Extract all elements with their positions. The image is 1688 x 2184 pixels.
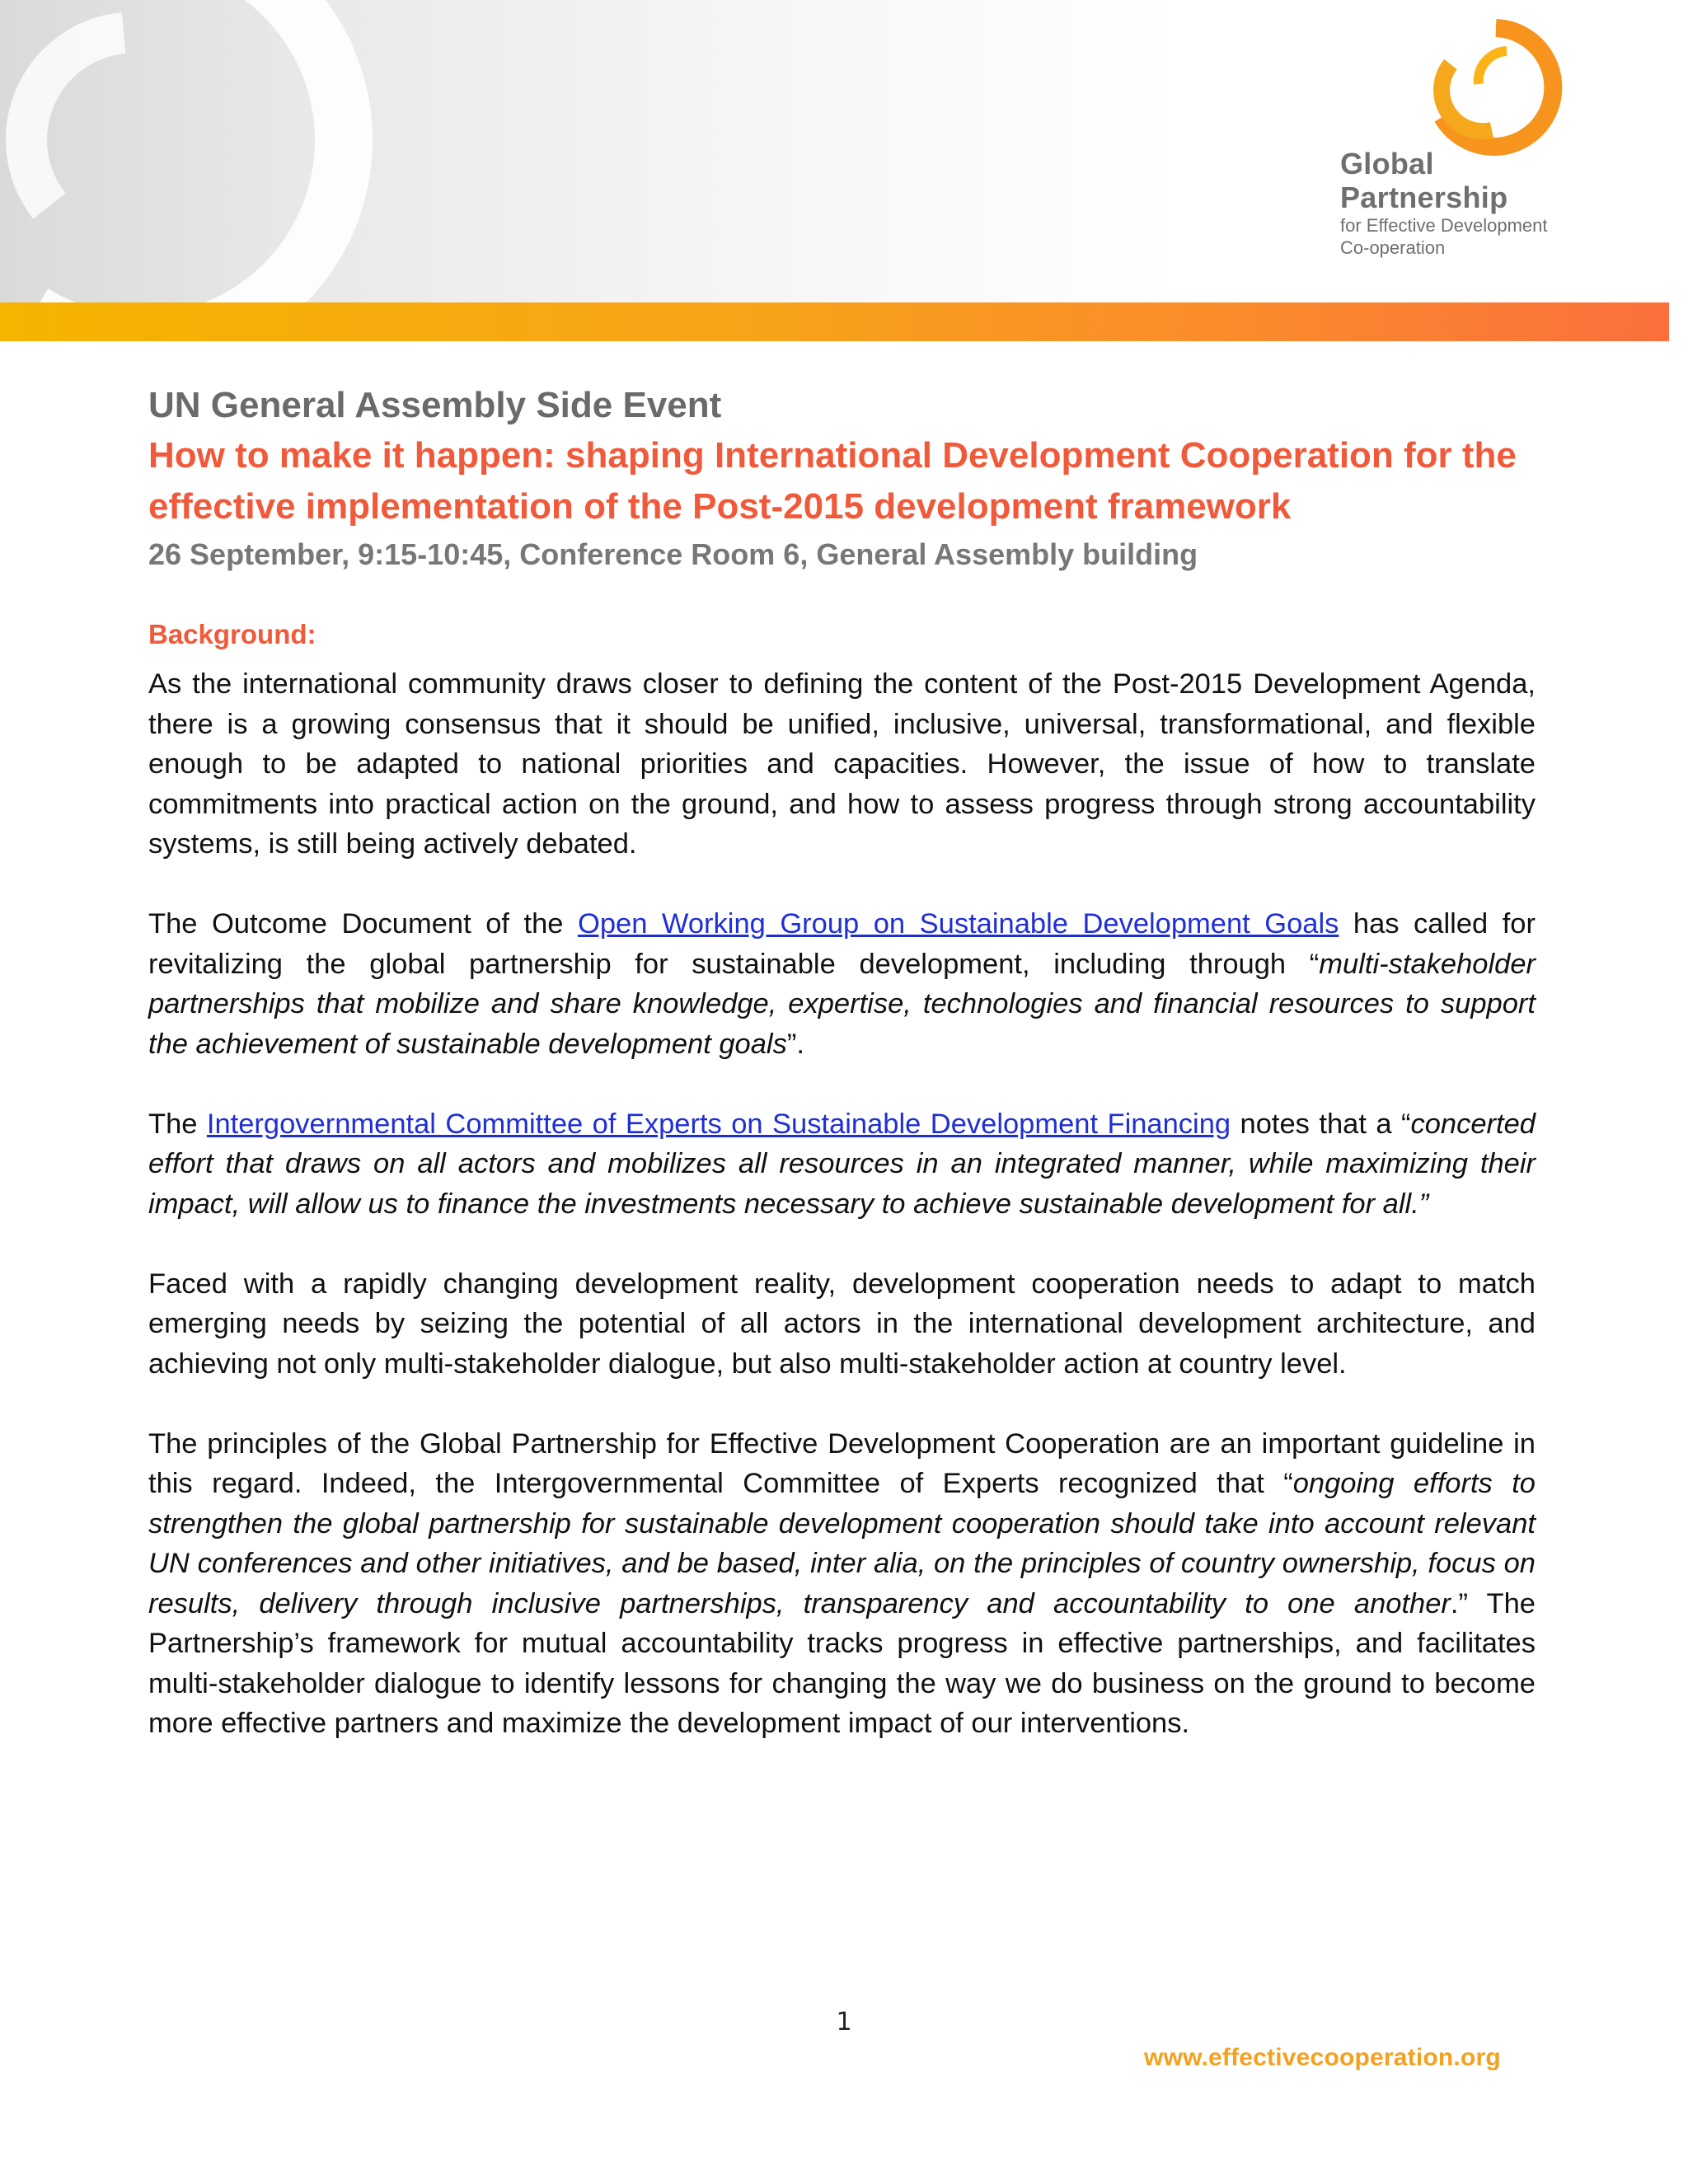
page-header xyxy=(0,0,1688,313)
paragraph-1 xyxy=(148,664,1536,865)
paragraph-5 xyxy=(148,1424,1536,1744)
page-number: 1 xyxy=(836,2008,852,2036)
event-date-location: 26 September, 9:15-10:45, Conference Room 6, General Assembly building xyxy=(148,537,1198,571)
background-heading: Background: xyxy=(148,619,316,649)
global-partnership-logo-icon xyxy=(1418,18,1574,158)
paragraph-5-post: .” The Partnership’s framework for mutual accountability tracks progress in effective partnerships, and facilitates multi-stakeholder dialogue to identify lessons for changing the way we do business on the ground to become more effective partners and maximize the development impact of our interventions. xyxy=(148,1587,1536,1739)
paragraph-4 xyxy=(148,1264,1536,1385)
header-color-band xyxy=(0,302,1669,341)
paragraph-2-pre: The Outcome Document of the xyxy=(148,908,578,940)
event-kicker: UN General Assembly Side Event xyxy=(148,385,722,425)
paragraph-2-mid: has called for revitalizing the global partnership for sustainable development, including through “ xyxy=(148,908,1536,980)
paragraph-3-pre: The xyxy=(148,1108,207,1140)
owg-sdg-link[interactable]: Open Working Group on Sustainable Development Goals xyxy=(578,908,1339,940)
paragraph-2-quote: multi-stakeholder partnerships that mobilize and share knowledge, expertise, technologies and financial resources to support the achievement of sustainable development goals xyxy=(148,948,1536,1060)
brand-tagline-line-1: for Effective Development xyxy=(1340,215,1548,236)
paragraph-3-mid: notes that a “ xyxy=(1231,1108,1411,1140)
brand-logo-text xyxy=(1340,147,1548,259)
icesdf-link[interactable]: Intergovernmental Committee of Experts on Sustainable Development Financing xyxy=(206,1108,1231,1140)
brand-name-line-2: Partnership xyxy=(1340,180,1508,214)
brand-tagline-line-2: Co-operation xyxy=(1340,237,1446,258)
paragraph-4-text: Faced with a rapidly changing development reality, development cooperation needs to adapt to match emerging needs by seizing the potential of all actors in the international development architecture, and achieving not only multi-stakeholder dialogue, but also multi-stakeholder action at country level. xyxy=(148,1268,1536,1380)
paragraph-5-pre: The principles of the Global Partnership for Effective Development Cooperation are an important guideline in this regard. Indeed, the Intergovernmental Committee of Experts recognized that “ xyxy=(148,1427,1536,1499)
paragraph-1-text: As the international community draws closer to defining the content of the Post-2015 Development Agenda, there is a growing consensus that it should be unified, inclusive, universal, transformational, and flexible enough to be adapted to national priorities and capacities. However, the issue of how to translate commitments into practical action on the ground, and how to assess progress through strong accountability systems, is still being actively debated. xyxy=(148,668,1536,860)
event-title: How to make it happen: shaping International Development Cooperation for the effective implementation of the Post-2015 development framework xyxy=(148,435,1517,527)
document-body xyxy=(148,381,1536,1783)
brand-name-line-1: Global xyxy=(1340,147,1434,180)
paragraph-3 xyxy=(148,1104,1536,1225)
paragraph-5-quote: ongoing efforts to strengthen the global partnership for sustainable development cooperation should take into account relevant UN conferences and other initiatives, and be based, inter alia, on the principles of country ownership, focus on results, delivery through inclusive partnerships, transparency and accountability to one another xyxy=(148,1468,1536,1619)
paragraph-2-post: ”. xyxy=(786,1028,804,1060)
website-url[interactable]: www.effectivecooperation.org xyxy=(1144,2044,1501,2071)
decorative-swirl-graphic xyxy=(0,0,429,313)
paragraph-3-quote: concerted effort that draws on all actors and mobilizes all resources in an integrated manner, while maximizing their impact, will allow us to finance the investments necessary to achieve sustainable development for all.” xyxy=(148,1108,1536,1220)
paragraph-2 xyxy=(148,904,1536,1064)
